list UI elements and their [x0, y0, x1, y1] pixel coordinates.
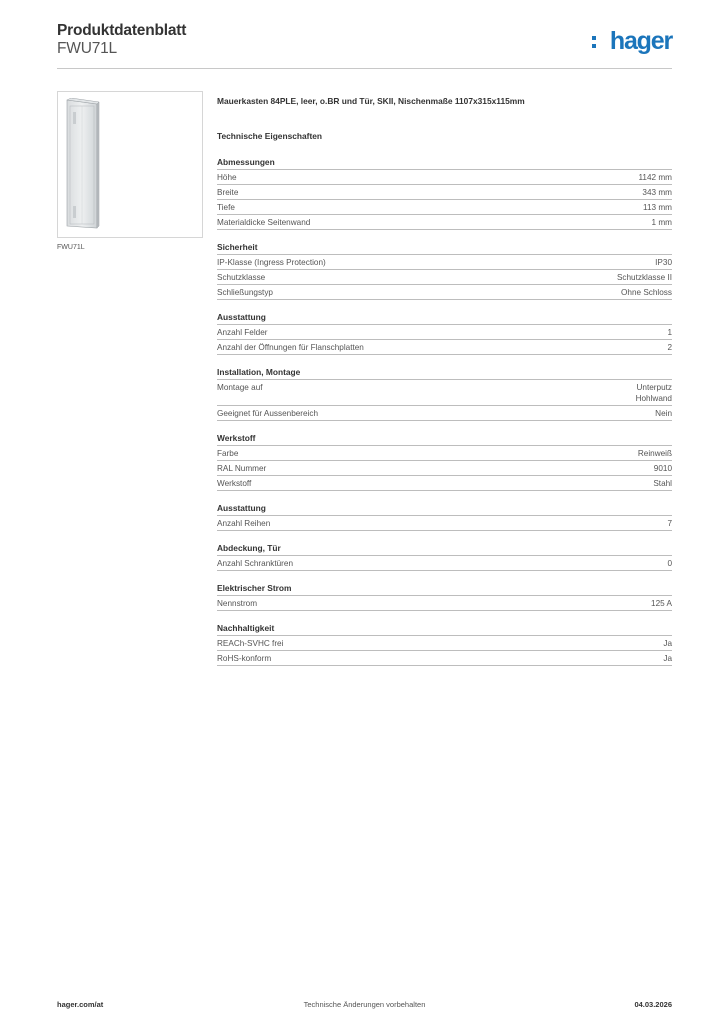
property-value: 1142 mm	[638, 173, 672, 182]
property-row	[217, 406, 672, 421]
property-value: 9010	[653, 464, 672, 473]
tech-properties-title: Technische Eigenschaften	[217, 131, 323, 141]
section-title: Ausstattung	[217, 502, 672, 516]
page-title: Produktdatenblatt	[57, 22, 187, 39]
property-row	[217, 556, 672, 571]
property-section	[217, 366, 672, 421]
wall-cabinet-icon	[64, 98, 100, 230]
property-label: Schließungstyp	[217, 288, 273, 297]
property-value: 7	[667, 519, 672, 528]
property-row	[217, 446, 672, 461]
property-row	[217, 380, 672, 406]
property-value: Ja	[663, 639, 672, 648]
footer-website-link[interactable]: hager.com/at	[57, 1000, 104, 1009]
property-value: Stahl	[653, 479, 672, 488]
header-divider	[57, 68, 672, 69]
property-value: 0	[667, 559, 672, 568]
property-label: Schutzklasse	[217, 273, 266, 282]
section-title: Elektrischer Strom	[217, 582, 672, 596]
section-title: Abdeckung, Tür	[217, 542, 672, 556]
property-value: 125 A	[651, 599, 672, 608]
product-details	[217, 95, 672, 677]
property-row	[217, 170, 672, 185]
property-label: Höhe	[217, 173, 237, 182]
properties-list	[217, 156, 672, 666]
property-section	[217, 622, 672, 666]
product-code: FWU71L	[57, 40, 117, 57]
property-value: 2	[667, 343, 672, 352]
property-row	[217, 200, 672, 215]
property-value: 1 mm	[651, 218, 672, 227]
section-title: Nachhaltigkeit	[217, 622, 672, 636]
property-section	[217, 311, 672, 355]
property-section	[217, 582, 672, 611]
section-title: Sicherheit	[217, 241, 672, 255]
section-title: Werkstoff	[217, 432, 672, 446]
property-row	[217, 596, 672, 611]
property-row	[217, 270, 672, 285]
image-caption: FWU71L	[57, 244, 85, 251]
property-row	[217, 255, 672, 270]
property-row	[217, 340, 672, 355]
property-value: Unterputz Hohlwand	[635, 383, 672, 403]
property-value: 113 mm	[643, 203, 672, 212]
property-row	[217, 185, 672, 200]
footer-date: 04.03.2026	[634, 1000, 672, 1009]
property-label: Montage auf	[217, 383, 263, 392]
logo-dots-icon	[592, 36, 597, 50]
property-value: Reinweiß	[637, 449, 672, 458]
footer-notice: Technische Änderungen vorbehalten	[303, 1000, 426, 1009]
property-section	[217, 432, 672, 491]
property-section	[217, 502, 672, 531]
section-title: Abmessungen	[217, 156, 672, 170]
product-image	[57, 91, 203, 238]
section-title: Ausstattung	[217, 311, 672, 325]
property-row	[217, 636, 672, 651]
property-row	[217, 325, 672, 340]
property-label: RoHS-konform	[217, 654, 272, 663]
property-label: IP-Klasse (Ingress Protection)	[217, 258, 326, 267]
property-row	[217, 516, 672, 531]
property-value: Schutzklasse II	[616, 273, 672, 282]
property-label: REACh-SVHC frei	[217, 639, 284, 648]
property-value: 343 mm	[642, 188, 672, 197]
property-value: Nein	[655, 409, 672, 418]
property-value: Ja	[663, 654, 672, 663]
property-label: Tiefe	[217, 203, 235, 212]
property-row	[217, 476, 672, 491]
property-label: Anzahl Schranktüren	[217, 559, 294, 568]
product-description: Mauerkasten 84PLE, leer, o.BR und Tür, SKII, Nischenmaße 1107x315x115mm	[217, 96, 525, 106]
property-label: Anzahl Reihen	[217, 519, 271, 528]
property-value: IP30	[655, 258, 672, 267]
property-row	[217, 461, 672, 476]
property-value: Ohne Schloss	[621, 288, 672, 297]
page-header	[57, 22, 672, 68]
property-label: Anzahl der Öffnungen für Flanschplatten	[217, 343, 364, 352]
property-label: RAL Nummer	[217, 464, 267, 473]
hager-logo	[592, 26, 672, 56]
property-row	[217, 651, 672, 666]
property-label: Breite	[217, 188, 239, 197]
property-section	[217, 156, 672, 230]
property-label: Materialdicke Seitenwand	[217, 218, 311, 227]
property-row	[217, 215, 672, 230]
property-section	[217, 542, 672, 571]
property-label: Geeignet für Aussenbereich	[217, 409, 319, 418]
property-row	[217, 285, 672, 300]
section-title: Installation, Montage	[217, 366, 672, 380]
property-label: Anzahl Felder	[217, 328, 268, 337]
logo-text: hager	[609, 27, 672, 55]
property-section	[217, 241, 672, 300]
property-label: Nennstrom	[217, 599, 258, 608]
property-label: Werkstoff	[217, 479, 252, 488]
property-label: Farbe	[217, 449, 239, 458]
property-value: 1	[667, 328, 672, 337]
page-footer	[57, 1000, 672, 1012]
